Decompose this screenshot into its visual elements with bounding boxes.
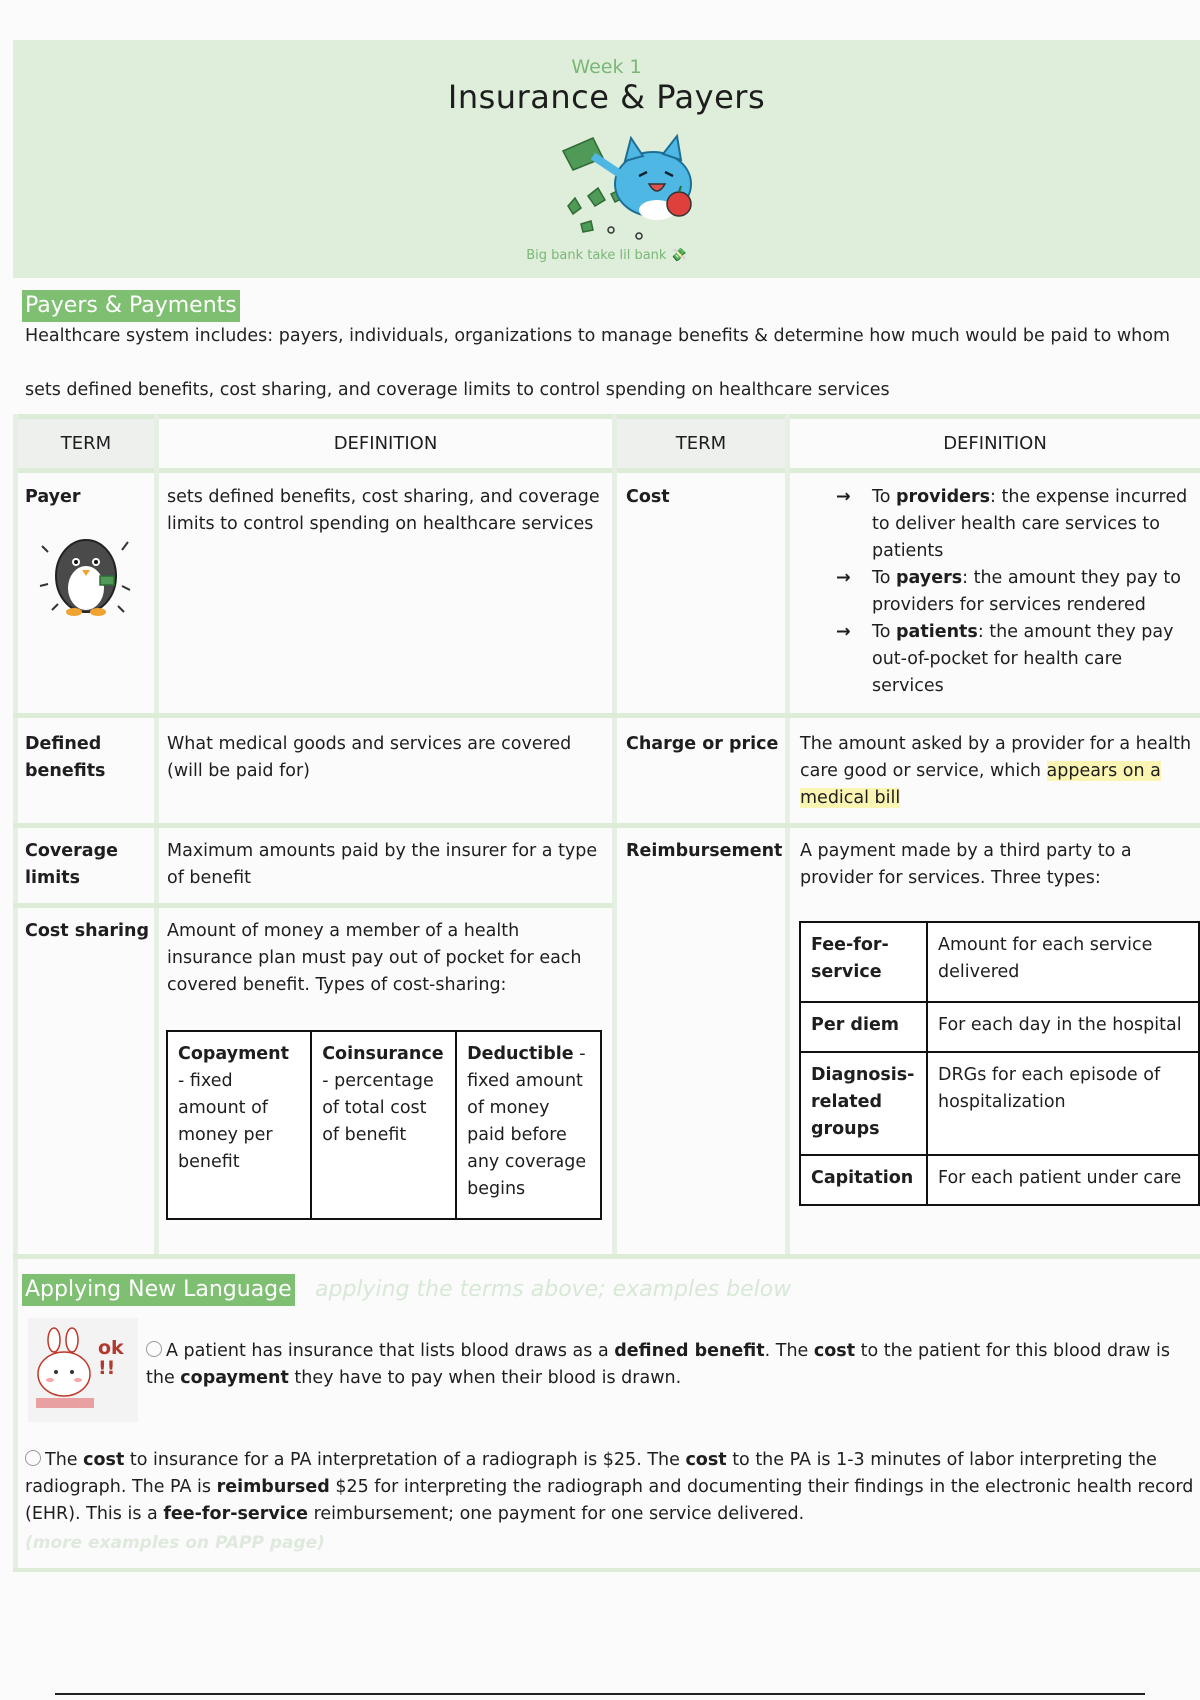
term-payer: Payer [25,487,81,507]
cost-sharing-type-cell: Deductible - fixed amount of money paid before any coverage begins [456,1031,601,1219]
section-heading-payers: Payers & Payments [22,290,240,322]
row-border [13,903,612,908]
column-divider-2 [612,414,617,1259]
example-2 [25,1447,1195,1528]
column-header-definition: DEFINITION [333,433,438,454]
cost-sharing-type-cell: Coinsurance - percentage of total cost of benefit [311,1031,456,1219]
term-coverage-limits: Coverage limits [25,841,118,888]
list-item: → To payers: the amount they pay to providers for services rendered [836,568,1181,615]
section-bottom-border [13,1568,1200,1572]
table-left-border [13,414,18,1259]
def-payer: sets defined benefits, cost sharing, and coverage limits to control spending on healthcare services [167,487,600,534]
def-defined-benefits: What medical goods and services are covered (will be paid for) [167,734,572,781]
table-row: Diagnosis-related groups DRGs for each episode of hospitalization [800,1052,1199,1155]
term-cost-sharing: Cost sharing [25,921,150,941]
example-text: The [45,1450,84,1470]
table-row: Fee-for-service Amount for each service delivered [800,922,1199,1002]
section-left-border [13,1259,18,1572]
footer-divider [55,1693,1145,1695]
column-header-term-2: TERM [675,433,727,454]
bold-term: cost [685,1450,727,1470]
table-bottom-border [13,1254,1200,1259]
bold-term: copayment [180,1368,289,1388]
header-banner [13,40,1200,278]
intro-line-2: sets defined benefits, cost sharing, and coverage limits to control spending on healthcare services [25,380,890,400]
reimbursement-types-table [799,921,1200,1206]
term-charge-or-price: Charge or price [626,734,779,754]
example-text: to insurance for a PA interpretation of a radiograph is $25. The [124,1450,686,1470]
section-heading-applying: Applying New Language [22,1274,295,1306]
example-text: to the PA is 1-3 minutes of labor interpreting the radiograph. The PA is [25,1450,1157,1497]
mascot-caption: Big bank take lil bank 💸 [526,248,687,263]
cost-sharing-types-table [166,1030,602,1220]
section-subheading: applying the terms above; examples below [315,1277,792,1302]
column-divider-3 [785,414,790,1259]
bold-term: cost [813,1341,856,1361]
speech-bubble-icon [25,1450,41,1466]
column-header-definition-2: DEFINITION [943,433,1047,454]
bold-term: reimbursed [216,1477,330,1497]
bold-term: fee-for-service [163,1504,309,1524]
column-header-term: TERM [60,433,112,454]
list-item: → To patients: the amount they pay out-of-pocket for health care services [836,622,1174,696]
term-defined-benefits: Defined benefits [25,734,106,781]
highlighted-text: appears on a medical bill [800,761,1161,808]
term-cost: Cost [626,487,670,507]
term-reimbursement: Reimbursement [626,841,783,861]
example-text: they have to pay when their blood is drawn. [288,1368,682,1388]
def-charge-or-price: The amount asked by a provider for a health care good or service, which appears on a medical bill [800,734,1192,808]
row-border [13,823,1200,828]
def-cost-sharing: Amount of money a member of a health insurance plan must pay out of pocket for each covered benefit. Types of cost-sharing: [167,921,582,995]
example-text: . The [764,1341,814,1361]
table-row: Per diem For each day in the hospital [800,1002,1199,1052]
intro-line-1: Healthcare system includes: payers, individuals, organizations to manage benefits & determine how much would be paid to whom [25,326,1171,346]
bold-term: cost [83,1450,125,1470]
example-text: $25 for interpreting the radiograph and documenting their findings in the electronic health record (EHR). This is a [25,1477,1194,1524]
page-title: Insurance & Payers [447,78,766,116]
cost-sharing-type-cell: Copayment - fixed amount of money per benefit [167,1031,311,1219]
sticker-text: ok !! [98,1337,124,1379]
example-text: A patient has insurance that lists blood draws as a [166,1341,615,1361]
def-reimbursement: A payment made by a third party to a provider for services. Three types: [800,841,1132,888]
more-examples-note: (more examples on PAPP page) [25,1533,325,1553]
bold-term: defined benefit [614,1341,765,1361]
penguin-sticker-icon [38,526,134,618]
example-text: to the patient for this blood draw is the [146,1341,1170,1388]
column-divider-1 [154,414,159,1259]
example-text: reimbursement; one payment for one service delivered. [308,1504,805,1524]
row-border [13,713,1200,718]
speech-bubble-icon [146,1341,162,1357]
cost-list [836,484,1196,700]
bunny-ok-icon [32,1326,98,1416]
cat-mascot-icon [553,126,703,246]
list-item: → To providers: the expense incurred to deliver health care services to patients [836,487,1188,561]
def-coverage-limits: Maximum amounts paid by the insurer for a type of benefit [167,841,598,888]
bunny-sticker [28,1318,138,1422]
week-label: Week 1 [571,56,642,78]
table-row: Capitation For each patient under care [800,1155,1199,1205]
example-1 [146,1338,1192,1392]
